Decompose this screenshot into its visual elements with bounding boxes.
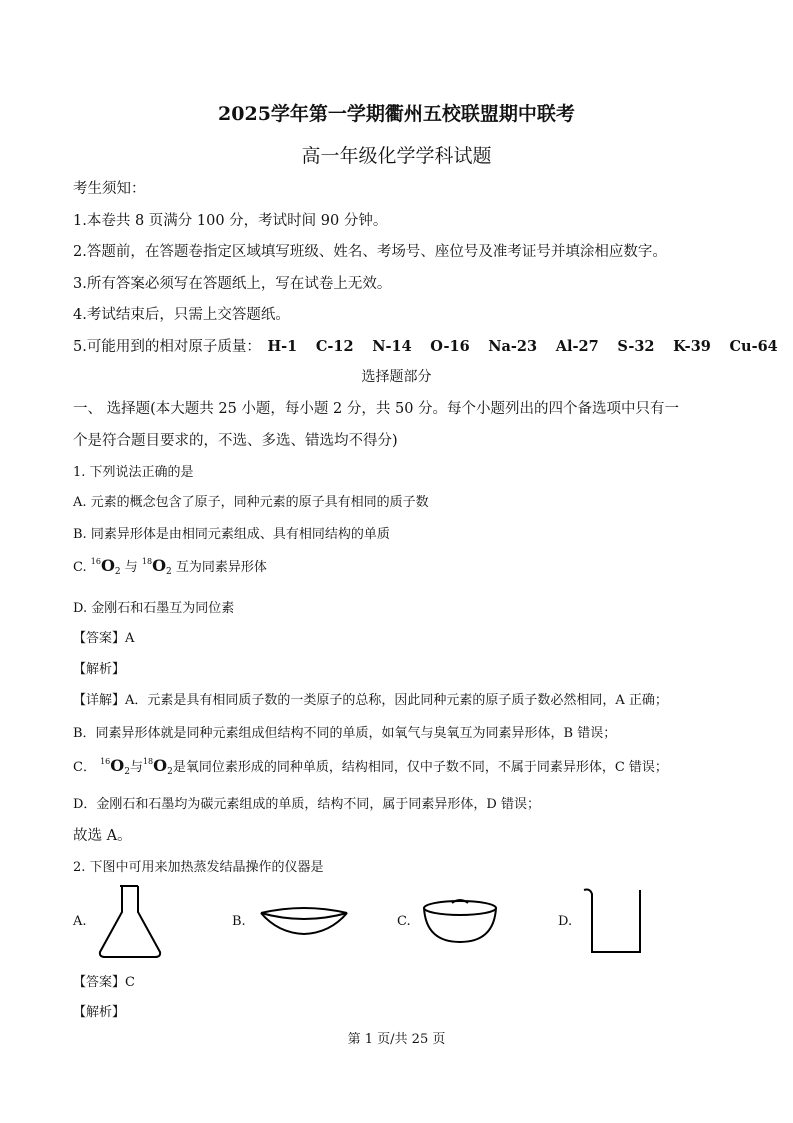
notice-item-3: 3.所有答案必须写在答题纸上，写在试卷上无效。 bbox=[73, 276, 392, 292]
page-number: 第 1 页/共 25 页 bbox=[347, 1032, 446, 1047]
q1-detail-1: 【详解】A．元素是具有相同质子数的一类原子的总称，因此同种元素的原子质子数必然相同，A 正确； bbox=[73, 693, 668, 708]
answer-tag: 【答案】 bbox=[73, 975, 126, 990]
answer-value: C bbox=[125, 975, 135, 990]
answer-value: A bbox=[125, 631, 135, 646]
atomic-mass: H-1 bbox=[267, 338, 298, 355]
notice-item-1: 1.本卷共 8 页满分 100 分，考试时间 90 分钟。 bbox=[73, 213, 388, 229]
q2-option-a-label: A. bbox=[73, 914, 87, 929]
q1-detail-2: B．同素异形体就是同种元素组成但结构不同的单质，如氧气与臭氧互为同素异形体，B 错误； bbox=[73, 726, 617, 741]
exam-title: 2025学年第一学期衢州五校联盟期中联考 bbox=[218, 103, 575, 125]
q2-option-b-label: B. bbox=[232, 914, 246, 929]
q2-stem: 2. 下图中可用来加热蒸发结晶操作的仪器是 bbox=[73, 860, 324, 875]
conical-flask-icon bbox=[94, 882, 166, 960]
q1-option-c-prefix: C. bbox=[73, 560, 91, 575]
atomic-mass: N-14 bbox=[372, 338, 412, 355]
notice-item-5-prefix: 5.可能用到的相对原子质量： bbox=[73, 339, 261, 355]
q2-answer bbox=[73, 971, 135, 990]
section-intro-line-1: 一、 选择题(本大题共 25 小题，每小题 2 分，共 50 分。每个小题列出的四个备选项中只有一 bbox=[73, 401, 680, 417]
atomic-mass: Cu-64 bbox=[729, 338, 778, 355]
q1-option-b: B. 同素异形体是由相同元素组成、具有相同结构的单质 bbox=[73, 527, 390, 542]
q2-option-d-label: D. bbox=[558, 914, 573, 929]
notice-heading: 考生须知： bbox=[73, 181, 146, 197]
atomic-mass: S-32 bbox=[617, 338, 655, 355]
q2-option-c-label: C. bbox=[397, 914, 411, 929]
q1-stem: 1. 下列说法正确的是 bbox=[73, 465, 194, 480]
q1-option-a: A. 元素的概念包含了原子，同种元素的原子具有相同的质子数 bbox=[73, 495, 429, 510]
atomic-mass: Al-27 bbox=[555, 338, 599, 355]
atomic-mass: O-16 bbox=[430, 338, 470, 355]
watch-glass-icon bbox=[258, 903, 350, 939]
notice-item-5 bbox=[73, 335, 778, 356]
q2-analysis-tag: 【解析】 bbox=[73, 1005, 126, 1020]
section-heading: 选择题部分 bbox=[361, 369, 432, 385]
q1-conclusion: 故选 A。 bbox=[73, 828, 132, 844]
notice-item-4: 4.考试结束后，只需上交答题纸。 bbox=[73, 307, 290, 323]
q1-detail-3: C． $^{16}O_2$与$^{18}O_2$是氧同位素形成的同种单质，结构相同，仅中子数不同，不属于同素异形体，C 错误； bbox=[73, 756, 668, 777]
q1-option-c: C. $^{16}O_2$ 与 $^{18}O_2$ 互为同素异形体 bbox=[73, 556, 267, 577]
formula-o2-18: $^{18}O_2$ bbox=[142, 756, 173, 777]
atomic-mass: Na-23 bbox=[488, 338, 538, 355]
atomic-mass: C-12 bbox=[315, 338, 354, 355]
beaker-icon bbox=[580, 886, 648, 956]
q1-analysis-tag: 【解析】 bbox=[73, 662, 126, 677]
formula-o2-18: $^{18}O_2$ bbox=[141, 556, 172, 577]
q1-option-d: D. 金刚石和石墨互为同位素 bbox=[73, 601, 235, 616]
evaporating-dish-icon bbox=[420, 896, 500, 946]
formula-o2-16: $^{16}O_2$ bbox=[100, 756, 130, 777]
q1-answer bbox=[73, 627, 134, 646]
q1-detail-4: D．金刚石和石墨均为碳元素组成的单质，结构不同，属于同素异形体，D 错误； bbox=[73, 797, 540, 812]
exam-subtitle: 高一年级化学学科试题 bbox=[301, 145, 492, 167]
formula-o2-16: $^{16}O_2$ bbox=[90, 556, 121, 577]
section-intro-line-2: 个是符合题目要求的，不选、多选、错选均不得分) bbox=[73, 433, 398, 449]
atomic-mass: K-39 bbox=[673, 338, 711, 355]
notice-item-2: 2.答题前，在答题卷指定区域填写班级、姓名、考场号、座位号及准考证号并填涂相应数字。 bbox=[73, 244, 667, 260]
answer-tag: 【答案】 bbox=[73, 631, 126, 646]
